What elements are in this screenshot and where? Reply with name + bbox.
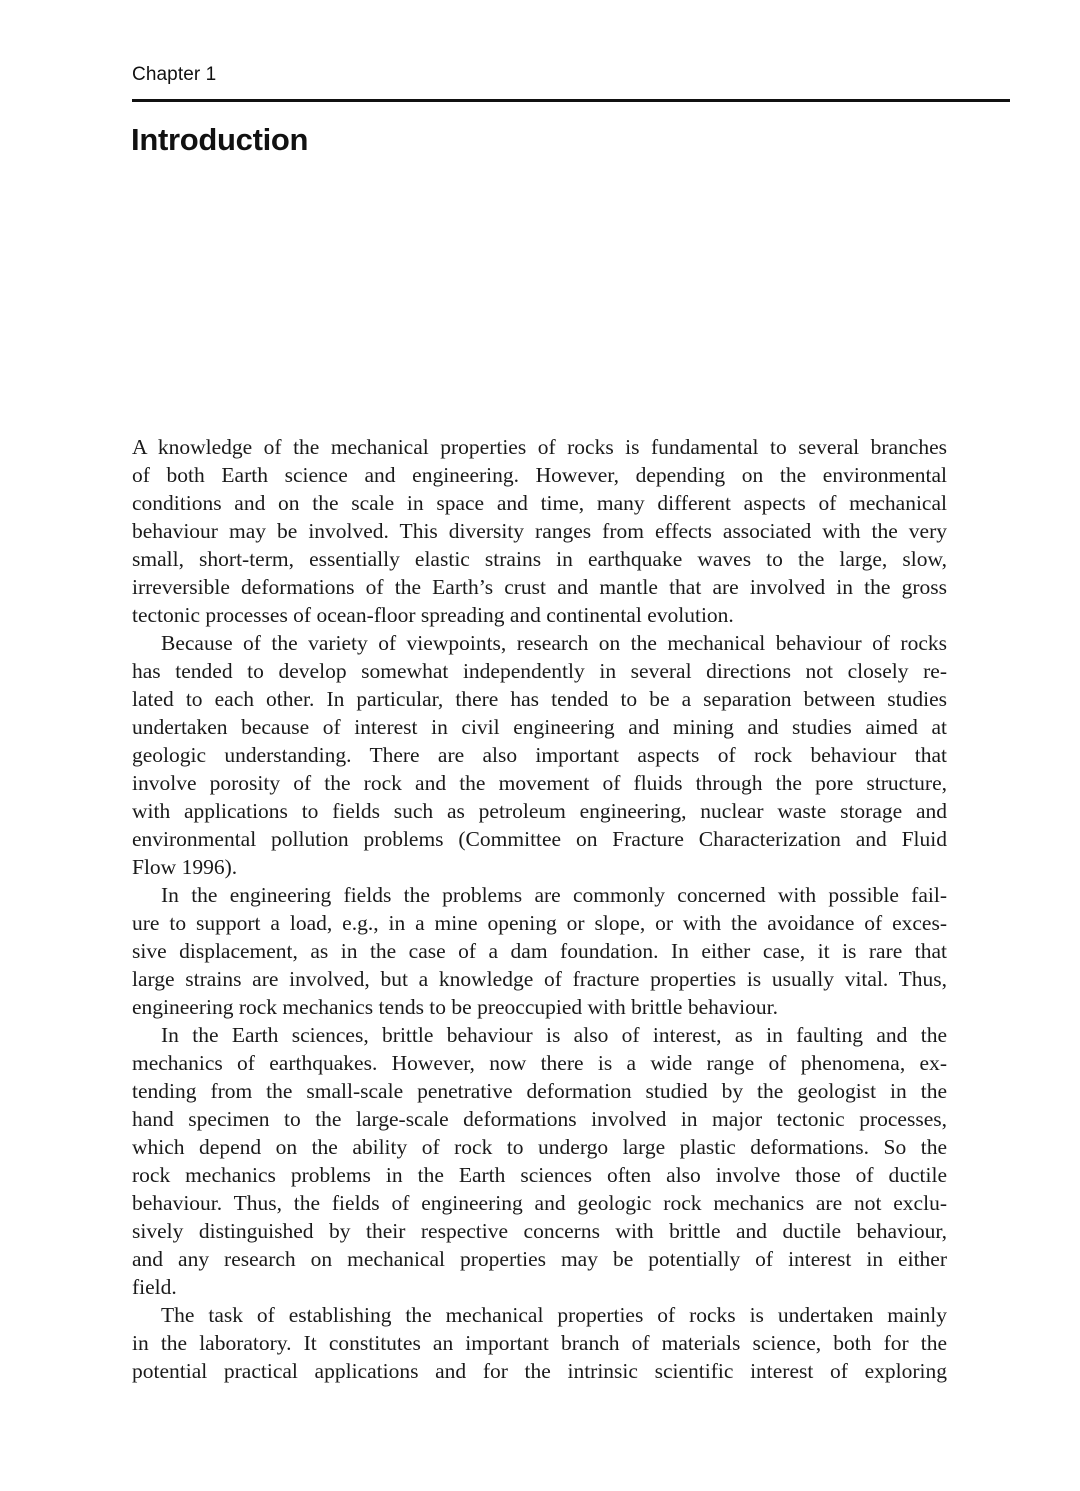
- text-line: with applications to fields such as petroleum engineering, nuclear waste storage and: [132, 799, 947, 823]
- text-line: In the engineering fields the problems are commonly concerned with possible fail-: [161, 883, 947, 907]
- paragraph-1: [132, 433, 947, 629]
- text-line: mechanics of earthquakes. However, now there is a wide range of phenomena, ex-: [132, 1051, 947, 1075]
- paragraph-5: [132, 1301, 947, 1385]
- text-line: which depend on the ability of rock to undergo large plastic deformations. So the: [132, 1135, 947, 1159]
- text-line: small, short-term, essentially elastic strains in earthquake waves to the large, slow,: [132, 547, 947, 571]
- paragraph-2: [132, 629, 947, 881]
- text-line: A knowledge of the mechanical properties of rocks is fundamental to several branches: [132, 435, 947, 459]
- text-line: hand specimen to the large-scale deformations involved in major tectonic processes,: [132, 1107, 947, 1131]
- chapter-title: Introduction: [131, 122, 309, 157]
- text-line: The task of establishing the mechanical properties of rocks is undertaken mainly: [161, 1303, 947, 1327]
- text-line: Because of the variety of viewpoints, research on the mechanical behaviour of rocks: [161, 631, 947, 655]
- text-line: rock mechanics problems in the Earth sciences often also involve those of ductile: [132, 1163, 947, 1187]
- paragraph-4: [132, 1021, 947, 1301]
- text-line: behaviour may be involved. This diversity ranges from effects associated with the very: [132, 519, 947, 543]
- text-line: geologic understanding. There are also important aspects of rock behaviour that: [132, 743, 947, 767]
- text-line: of both Earth science and engineering. However, depending on the environmental: [132, 463, 947, 487]
- text-line: involve porosity of the rock and the movement of fluids through the pore structure,: [132, 771, 947, 795]
- text-line: In the Earth sciences, brittle behaviour is also of interest, as in faulting and the: [161, 1023, 947, 1047]
- text-line: sive displacement, as in the case of a dam foundation. In either case, it is rare that: [132, 939, 947, 963]
- paragraph-3: [132, 881, 947, 1021]
- text-line: conditions and on the scale in space and time, many different aspects of mechanical: [132, 491, 947, 515]
- body-text: [132, 433, 947, 1385]
- text-line: environmental pollution problems (Committee on Fracture Characterization and Fluid: [132, 827, 947, 851]
- text-line: tending from the small-scale penetrative deformation studied by the geologist in the: [132, 1079, 947, 1103]
- text-line: field.: [132, 1275, 177, 1299]
- text-line: has tended to develop somewhat independently in several directions not closely re-: [132, 659, 947, 683]
- text-line: and any research on mechanical properties may be potentially of interest in either: [132, 1247, 947, 1271]
- text-line: potential practical applications and for the intrinsic scientific interest of exploring: [132, 1359, 947, 1383]
- text-line: tectonic processes of ocean-floor spreading and continental evolution.: [132, 603, 734, 627]
- chapter-label: Chapter 1: [132, 64, 217, 85]
- text-line: ure to support a load, e.g., in a mine opening or slope, or with the avoidance of exces-: [132, 911, 947, 935]
- text-line: lated to each other. In particular, there has tended to be a separation between studies: [132, 687, 947, 711]
- text-line: irreversible deformations of the Earth’s crust and mantle that are involved in the gross: [132, 575, 947, 599]
- text-line: sively distinguished by their respective concerns with brittle and ductile behaviour,: [132, 1219, 947, 1243]
- text-line: behaviour. Thus, the fields of engineering and geologic rock mechanics are not exclu-: [132, 1191, 947, 1215]
- text-line: Flow 1996).: [132, 855, 238, 879]
- text-line: in the laboratory. It constitutes an important branch of materials science, both for the: [132, 1331, 947, 1355]
- text-line: undertaken because of interest in civil engineering and mining and studies aimed at: [132, 715, 947, 739]
- chapter-header-rule: [132, 99, 1010, 102]
- text-line: engineering rock mechanics tends to be preoccupied with brittle behaviour.: [132, 995, 778, 1019]
- text-line: large strains are involved, but a knowledge of fracture properties is usually vital. Thus,: [132, 967, 947, 991]
